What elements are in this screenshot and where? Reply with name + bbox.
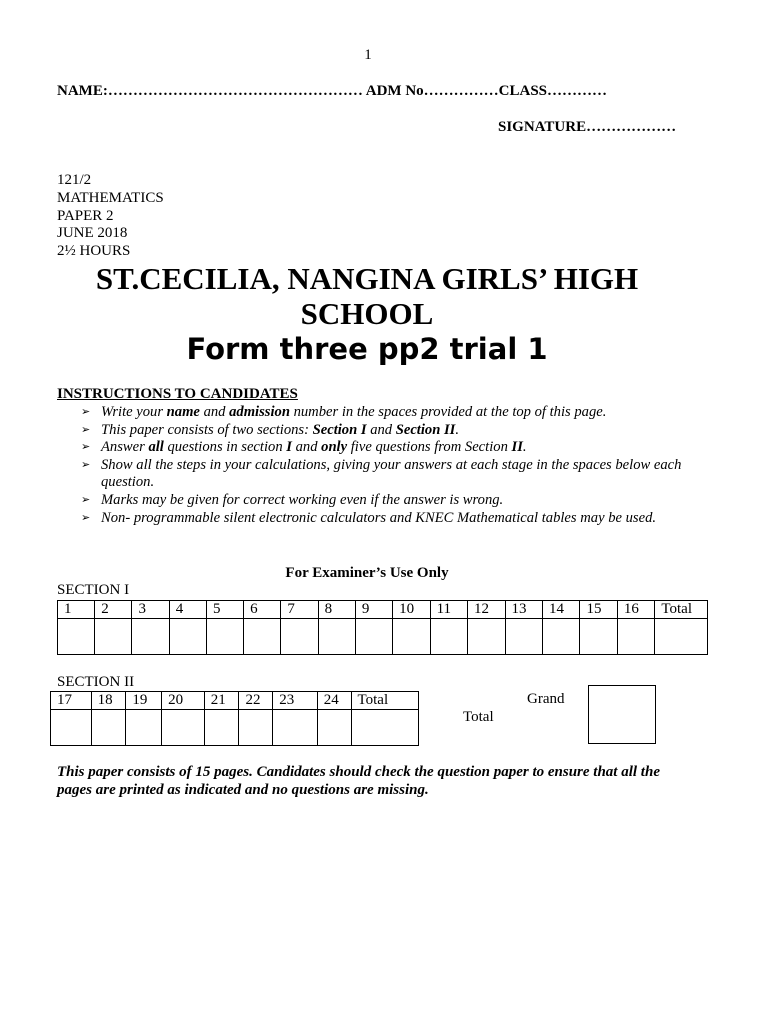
grand-total-box[interactable] [588,685,656,744]
score-cell[interactable] [281,619,318,655]
score-column-header: 5 [206,601,243,619]
score-column-header: 9 [355,601,392,619]
score-cell[interactable] [204,710,239,746]
score-column-header: 16 [617,601,654,619]
score-cell[interactable] [318,619,355,655]
section-1-label: SECTION I [57,582,130,598]
arrow-bullet-icon: ➢ [81,511,91,524]
score-column-header: Total [655,601,708,619]
score-column-header: 20 [162,692,205,710]
arrow-bullet-icon: ➢ [81,423,91,436]
score-cell[interactable] [95,619,132,655]
score-column-header: 3 [132,601,169,619]
arrow-bullet-icon: ➢ [81,458,91,471]
score-cell[interactable] [355,619,392,655]
score-cell[interactable] [206,619,243,655]
score-cell[interactable] [505,619,542,655]
exam-title: Form three pp2 trial 1 [186,332,548,366]
score-cell[interactable] [58,619,95,655]
school-name: ST.CECILIA, NANGINA GIRLS’ HIGH SCHOOL [95,261,639,331]
score-cell[interactable] [162,710,205,746]
score-cell[interactable] [468,619,505,655]
score-cell[interactable] [393,619,430,655]
score-column-header: 4 [169,601,206,619]
score-column-header: 8 [318,601,355,619]
score-column-header: 13 [505,601,542,619]
arrow-bullet-icon: ➢ [81,493,91,506]
paper-meta [57,172,164,261]
score-cell[interactable] [273,710,318,746]
grand-label: Grand [527,691,565,707]
score-column-header: 17 [51,692,92,710]
score-column-header: 11 [430,601,467,619]
signature-line: SIGNATURE……………… [498,119,677,135]
section-2-label: SECTION II [57,674,135,690]
instruction-item: ➢ Non- programmable silent electronic calculators and KNEC Mathematical tables may be used. [81,509,657,526]
score-cell[interactable] [244,619,281,655]
paper-duration: 2½ HOURS [57,243,131,260]
instruction-item: ➢ Answer all questions in section I and only five questions from Section II. [81,439,527,456]
score-cell[interactable] [51,710,92,746]
score-column-header: 6 [244,601,281,619]
score-cell[interactable] [580,619,617,655]
page-number: 1 [364,47,372,63]
candidate-info-line: NAME:…………………………………………… ADM No……………CLASS………… [57,83,608,99]
arrow-bullet-icon: ➢ [81,441,91,454]
instruction-item: ➢ This paper consists of two sections: Section I and Section II. [81,421,459,438]
score-cell[interactable] [317,710,351,746]
score-column-header: 19 [126,692,162,710]
score-cell[interactable] [351,710,418,746]
score-cell[interactable] [169,619,206,655]
score-column-header: 10 [393,601,430,619]
pages-note: This paper consists of 15 pages. Candidates should check the question paper to ensure that all the pages are printed as indicated and no questions are missing. [57,764,660,798]
grand-total-label: Total [463,709,494,725]
score-cell[interactable] [132,619,169,655]
score-column-header: 21 [204,692,239,710]
instruction-item: ➢ Show all the steps in your calculations, giving your answers at each stage in the spaces below each question. [81,456,682,491]
score-column-header: 15 [580,601,617,619]
score-cell[interactable] [91,710,126,746]
score-column-header: 2 [95,601,132,619]
score-column-header: 24 [317,692,351,710]
arrow-bullet-icon: ➢ [81,406,91,418]
score-column-header: 1 [58,601,95,619]
score-column-header: 7 [281,601,318,619]
score-column-header: Total [351,692,418,710]
score-column-header: 22 [239,692,273,710]
paper-code: 121/2 [57,172,92,188]
score-column-header: 12 [468,601,505,619]
score-column-header: 18 [91,692,126,710]
instructions-list [81,404,691,527]
instructions-heading: INSTRUCTIONS TO CANDIDATES [57,386,298,402]
score-cell[interactable] [430,619,467,655]
paper-subject: MATHEMATICS [57,189,164,206]
paper-date: JUNE 2018 [57,225,128,242]
instruction-item: ➢ Write your name and admission number in the spaces provided at the top of this page. [81,404,607,420]
score-cell[interactable] [542,619,579,655]
section-1-score-table [57,600,708,655]
score-column-header: 14 [542,601,579,619]
paper-number: PAPER 2 [57,207,114,224]
score-cell[interactable] [126,710,162,746]
score-column-header: 23 [273,692,318,710]
score-cell[interactable] [239,710,273,746]
instruction-item: ➢ Marks may be given for correct working even if the answer is wrong. [81,491,504,508]
score-cell[interactable] [617,619,654,655]
section-2-score-table [50,691,419,746]
examiner-heading: For Examiner’s Use Only [285,565,449,581]
score-cell[interactable] [655,619,708,655]
